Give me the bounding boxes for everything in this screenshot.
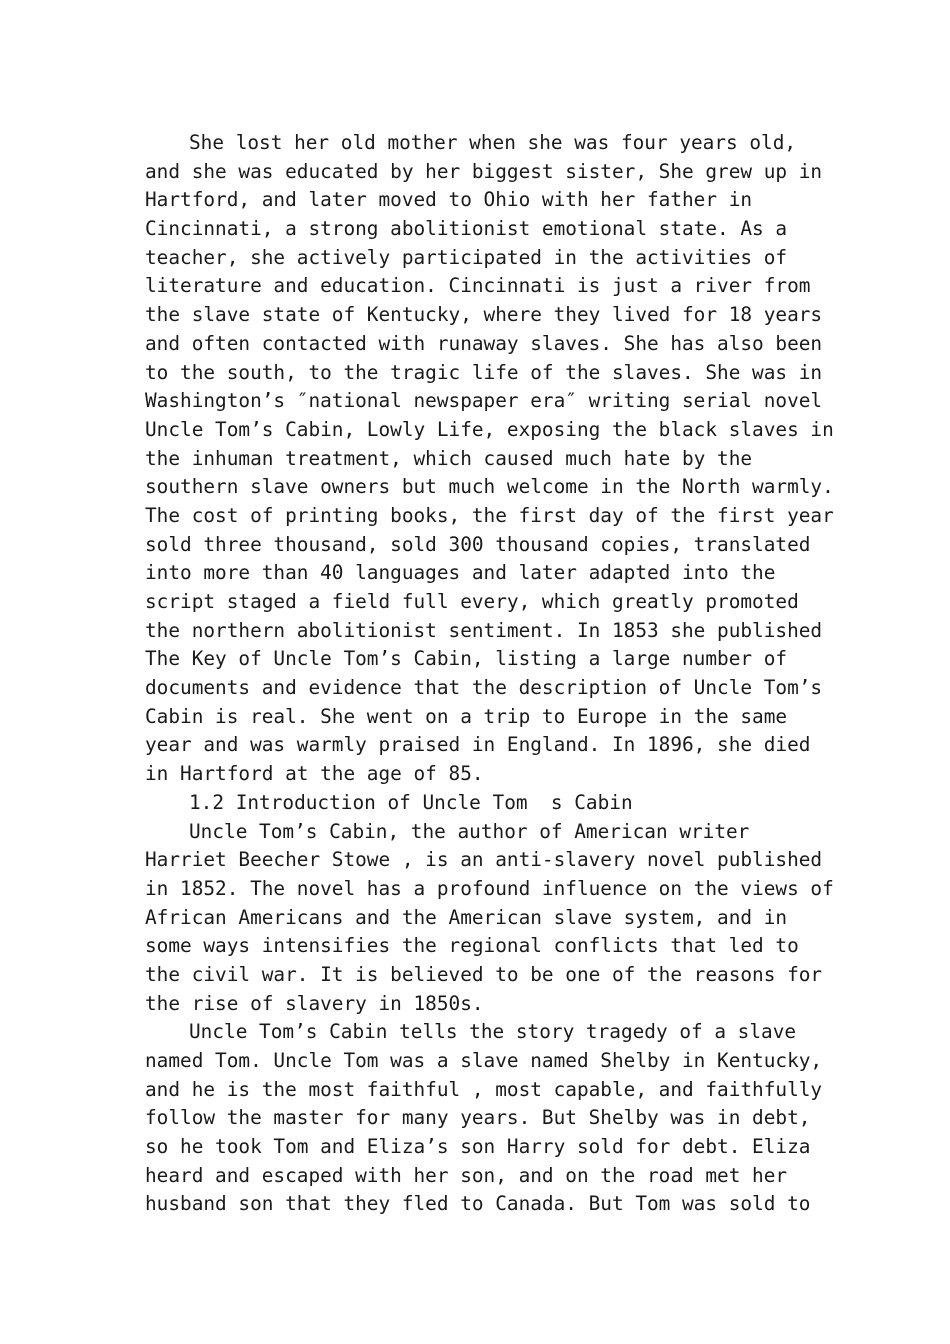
text-line: She lost her old mother when she was four years old,	[189, 131, 797, 154]
text-line: in 1852. The novel has a profound influence on the views of	[145, 876, 834, 900]
paragraph-novel-intro	[145, 818, 834, 1019]
text-line: and he is the most faithful , most capable, and faithfully	[145, 1077, 823, 1101]
text-line: in Hartford at the age of 85.	[145, 762, 484, 786]
text-line: sold three thousand, sold 300 thousand copies, translated	[145, 532, 811, 556]
text-line: southern slave owners but much welcome in the North warmly.	[145, 475, 834, 499]
text-line: African Americans and the American slave system, and in	[145, 905, 788, 929]
text-line: Cabin is real. She went on a trip to Europe in the same	[145, 704, 788, 728]
text-line: into more than 40 languages and later adapted into the	[145, 561, 776, 585]
paragraph-biography	[145, 129, 834, 789]
text-line: the northern abolitionist sentiment. In 1853 she published	[145, 618, 823, 642]
section-heading: 1.2 Introduction of Uncle Tom s Cabin	[189, 790, 633, 814]
text-line: so he took Tom and Eliza’s son Harry sold for debt. Eliza	[145, 1135, 811, 1159]
text-line: the rise of slavery in 1850s.	[145, 991, 484, 1015]
text-line: year and was warmly praised in England. In 1896, she died	[145, 733, 811, 757]
text-line: the inhuman treatment, which caused much hate by the	[145, 446, 753, 470]
text-line: script staged a field full every, which greatly promoted	[145, 590, 799, 613]
text-line: to the south, to the tragic life of the slaves. She was in	[145, 360, 823, 384]
text-line: and often contacted with runaway slaves. She has also been	[145, 331, 823, 355]
text-line: Uncle Tom’s Cabin, Lowly Life, exposing the black slaves in	[145, 417, 834, 441]
text-line: Uncle Tom’s Cabin tells the story tragedy of a slave	[189, 1020, 797, 1044]
text-line: Washington’s ″national newspaper era″ writing serial novel	[145, 389, 823, 413]
text-line: the civil war. It is believed to be one of the reasons for	[145, 962, 823, 986]
text-line: teacher, she actively participated in the activities of	[145, 245, 788, 269]
text-line: and she was educated by her biggest sister, She grew up in	[145, 159, 823, 183]
text-line: some ways intensifies the regional conflicts that led to	[145, 934, 799, 958]
body-text	[145, 129, 834, 1219]
text-line: The Key of Uncle Tom’s Cabin, listing a large number of	[145, 647, 788, 671]
text-line: husband son that they fled to Canada. But Tom was sold to	[145, 1192, 811, 1216]
text-line: Harriet Beecher Stowe , is an anti-slavery novel published	[145, 848, 823, 872]
text-line: documents and evidence that the description of Uncle Tom’s	[145, 676, 823, 700]
text-line: the slave state of Kentucky, where they lived for 18 years	[145, 303, 823, 327]
text-line: The cost of printing books, the first day of the first year	[145, 503, 834, 527]
paragraph-story-summary	[145, 1018, 823, 1219]
text-line: literature and education. Cincinnati is just a river from	[145, 274, 811, 298]
text-line: follow the master for many years. But Shelby was in debt,	[145, 1106, 811, 1130]
text-line: Cincinnati, a strong abolitionist emotional state. As a	[145, 217, 788, 241]
text-line: named Tom. Uncle Tom was a slave named Shelby in Kentucky,	[145, 1049, 823, 1072]
text-line: heard and escaped with her son, and on the road met her	[145, 1163, 788, 1187]
text-line: Hartford, and later moved to Ohio with her father in	[145, 188, 753, 212]
text-line: Uncle Tom’s Cabin, the author of American writer	[189, 819, 750, 843]
